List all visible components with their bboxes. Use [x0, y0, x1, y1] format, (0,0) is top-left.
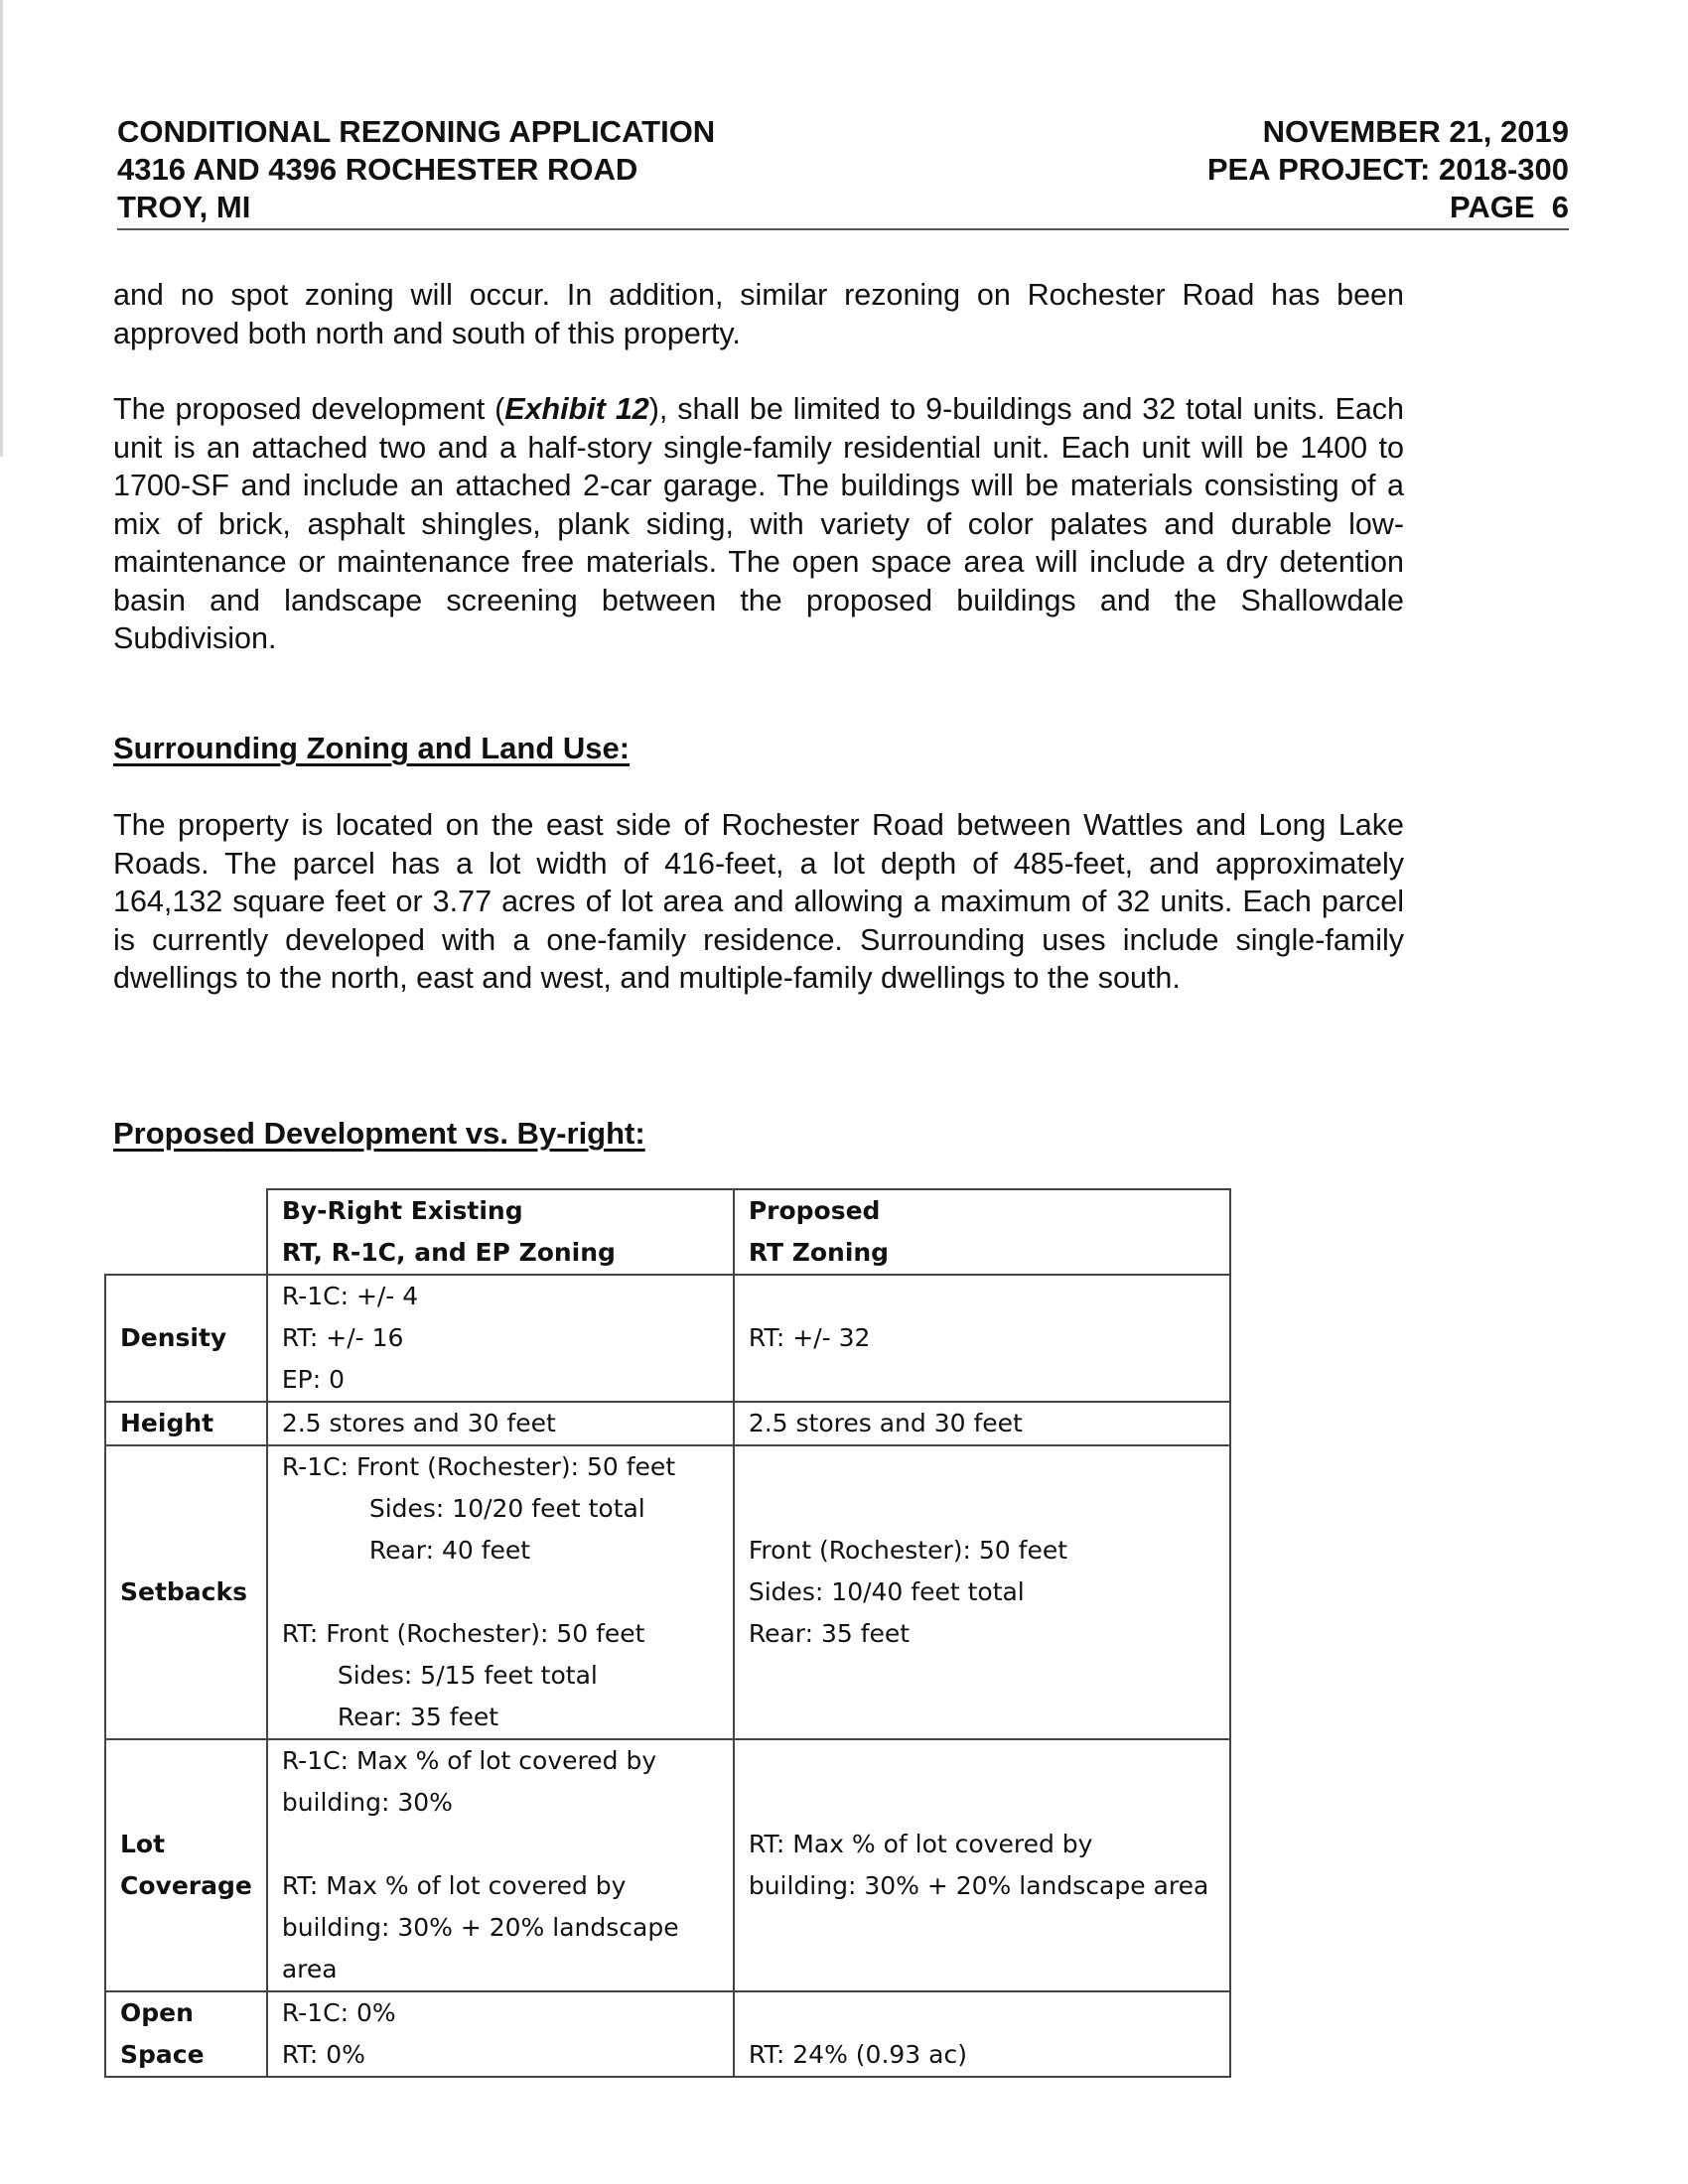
- application-title: CONDITIONAL REZONING APPLICATION: [117, 114, 716, 149]
- paragraph-text: ), shall be limited to 9-buildings and 32 total units. Each unit is an attached two and a half-story single-family residential unit. Each unit will be 1400 to 1700-SF and include an attached 2-car garage. The buildings will be materials consisting of a mix of brick, asphalt shingles, plank siding, with variety of color palates and durable low-maintenance or maintenance free materials. The open space area will include a dry detention basin and landscape screening between the proposed buildings and the Shallowdale Subdivision.: [113, 392, 1404, 655]
- cell-line: area: [281, 1955, 338, 1983]
- cell-line: EP: 0: [281, 1365, 345, 1394]
- spacer: [282, 1571, 719, 1613]
- header-proposed: [734, 1189, 1230, 1275]
- cell-line: 2.5 stores and 30 feet: [281, 1409, 556, 1437]
- header-right: [1207, 113, 1569, 226]
- existing-cell: [267, 1991, 734, 2077]
- project-number: PEA PROJECT: 2018-300: [1206, 152, 1569, 187]
- header-line: Proposed: [748, 1196, 881, 1225]
- table-row-lot-coverage: [105, 1739, 1230, 1991]
- cell-line: R-1C: +/- 4: [281, 1282, 419, 1310]
- row-label: Setbacks: [105, 1445, 267, 1739]
- paragraph-spot-zoning: and no spot zoning will occur. In addition, similar rezoning on Rochester Road has been approved both north and south of this property.: [113, 278, 1404, 350]
- header-existing: [267, 1189, 734, 1275]
- proposed-cell: [734, 1739, 1230, 1991]
- heading-surrounding-zoning: Surrounding Zoning and Land Use:: [113, 731, 631, 765]
- cell-line: building: 30% + 20% landscape: [281, 1913, 679, 1942]
- proposed-cell: [734, 1402, 1230, 1445]
- spacer: [282, 1824, 719, 1865]
- table-row-open-space: [105, 1991, 1230, 2077]
- cell-line: 2.5 stores and 30 feet: [748, 1409, 1023, 1437]
- paragraph-text: The proposed development (: [113, 392, 505, 426]
- table-header-row: [105, 1189, 1230, 1275]
- zoning-comparison-table: [104, 1188, 1231, 2078]
- label-line: Coverage: [120, 1871, 252, 1900]
- document-date: NOVEMBER 21, 2019: [1262, 114, 1569, 149]
- cell-line: Rear: 40 feet: [368, 1536, 531, 1565]
- row-label: Density: [105, 1275, 267, 1402]
- cell-line: Rear: 35 feet: [748, 1619, 911, 1648]
- cell-line: RT: 0%: [281, 2040, 365, 2069]
- cell-line: building: 30%: [281, 1788, 453, 1817]
- label-line: Open: [120, 1998, 194, 2027]
- paragraph-property-location: The property is located on the east side of Rochester Road between Wattles and Long Lake Roads. The parcel has a lot width of 416-feet, a lot depth of 485-feet, and approximately 164,132 square feet or 3.77 acres of lot area and allowing a maximum of 32 units. Each parcel is currently developed with a one-family residence. Surrounding uses include single-family dwellings to the north, east and west, and multiple-family dwellings to the south.: [113, 808, 1404, 995]
- cell-line: Sides: 10/20 feet total: [368, 1494, 645, 1523]
- row-label: [105, 1991, 267, 2077]
- cell-line: RT: +/- 16: [281, 1323, 404, 1352]
- heading-proposed-vs-byright: Proposed Development vs. By-right:: [113, 1116, 645, 1151]
- header-line: RT Zoning: [748, 1238, 890, 1267]
- table-row-height: [105, 1402, 1230, 1445]
- existing-cell: [267, 1275, 734, 1402]
- header-divider: [117, 228, 1569, 230]
- table-row-setbacks: [105, 1445, 1230, 1739]
- row-label: Height: [105, 1402, 267, 1445]
- cell-line: RT: Max % of lot covered by: [748, 1830, 1093, 1858]
- cell-line: RT: +/- 32: [748, 1323, 871, 1352]
- cell-line: RT: Max % of lot covered by: [281, 1871, 627, 1900]
- existing-cell: [267, 1445, 734, 1739]
- cell-line: Front (Rochester): 50 feet: [748, 1536, 1068, 1565]
- cell-line: R-1C: 0%: [281, 1998, 396, 2027]
- city-state: TROY, MI: [117, 190, 251, 224]
- proposed-cell: [734, 1275, 1230, 1402]
- existing-cell: [267, 1739, 734, 1991]
- page-number: PAGE 6: [1449, 190, 1569, 224]
- proposed-cell: [734, 1991, 1230, 2077]
- cell-line: Rear: 35 feet: [337, 1703, 499, 1731]
- label-line: Lot: [120, 1830, 166, 1858]
- header-line: By-Right Existing: [281, 1196, 523, 1225]
- property-address: 4316 AND 4396 ROCHESTER ROAD: [117, 152, 638, 187]
- cell-line: RT: Front (Rochester): 50 feet: [281, 1619, 645, 1648]
- proposed-cell: [734, 1445, 1230, 1739]
- header-left: [117, 113, 715, 226]
- cell-line: Sides: 5/15 feet total: [337, 1661, 598, 1690]
- row-label: [105, 1739, 267, 1991]
- table-row-density: [105, 1275, 1230, 1402]
- paragraph-proposed-development: [113, 390, 1404, 658]
- existing-cell: [267, 1402, 734, 1445]
- cell-line: Sides: 10/40 feet total: [748, 1577, 1025, 1606]
- cell-line: R-1C: Front (Rochester): 50 feet: [281, 1452, 676, 1481]
- header-line: RT, R-1C, and EP Zoning: [281, 1238, 616, 1267]
- exhibit-reference: Exhibit 12: [504, 392, 649, 426]
- cell-line: R-1C: Max % of lot covered by: [281, 1746, 657, 1775]
- label-line: Space: [120, 2040, 205, 2069]
- cell-line: RT: 24% (0.93 ac): [748, 2040, 967, 2069]
- cell-line: building: 30% + 20% landscape area: [748, 1871, 1209, 1900]
- empty-corner-cell: [105, 1189, 267, 1275]
- scan-edge: [0, 0, 3, 457]
